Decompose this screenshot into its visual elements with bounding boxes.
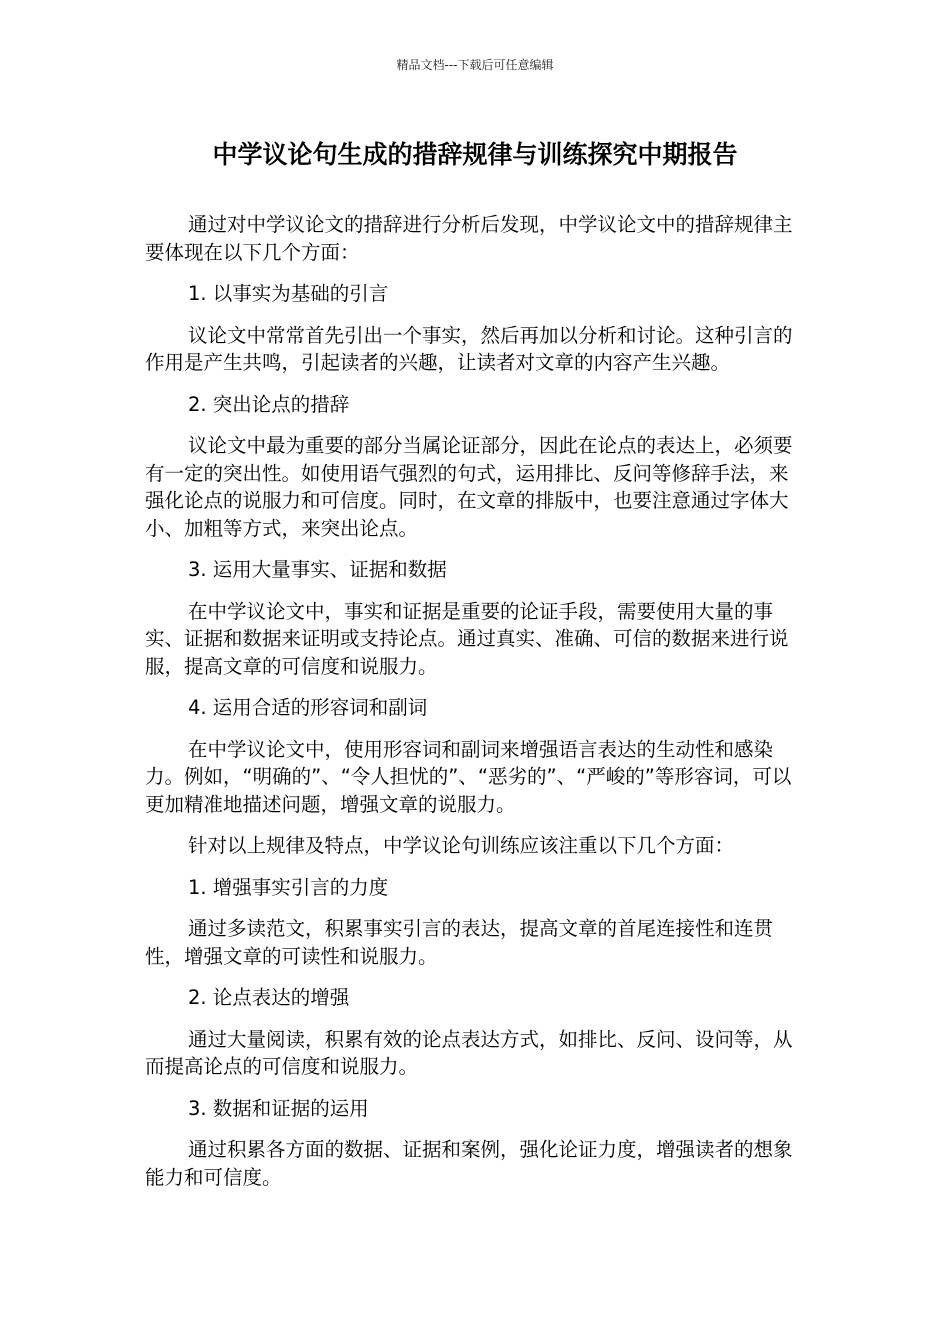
section-heading: 2. 论点表达的增强 [188,986,350,1009]
body-paragraph: 在中学议论文中，使用形容词和副词来增强语言表达的生动性和感染力。例如，“明确的”、“令人担忧的”、“恶劣的”、“严峻的”等形容词，可以更加精准地描述问题，增强文章的说服力。 [145,737,792,816]
section-heading: 2. 突出论点的措辞 [188,392,350,416]
section-heading: 3. 运用大量事实、证据和数据 [188,558,447,581]
intro-paragraph: 通过对中学议论文的措辞进行分析后发现，中学议论文中的措辞规律主要体现在以下几个方面： [145,213,793,264]
body-paragraph: 议论文中常常首先引出一个事实，然后再加以分析和讨论。这种引言的作用是产生共鸣，引起读者的兴趣，让读者对文章的内容产生兴趣。 [145,323,793,374]
section-heading: 1. 以事实为基础的引言 [188,282,389,305]
body-paragraph: 通过多读范文，积累事实引言的表达，提高文章的首尾连接性和连贯性，增强文章的可读性和说服力。 [145,917,774,968]
document-title: 中学议论句生成的措辞规律与训练探究中期报告 [212,140,738,169]
body-paragraph: 议论文中最为重要的部分当属论证部分，因此在论点的表达上，必须要有一定的突出性。如使用语气强烈的句式，运用排比、反问等修辞手法，来强化论点的说服力和可信度。同时，在文章的排版中，也要注意通过字体大小、加粗等方式，来突出论点。 [145,434,793,540]
body-paragraph: 通过积累各方面的数据、证据和案例，强化论证力度，增强读者的想象能力和可信度。 [145,1138,793,1189]
section-heading: 1. 增强事实引言的力度 [188,875,389,899]
section-heading: 4. 运用合适的形容词和副词 [188,696,428,719]
header-note: 精品文档---下载后可任意编辑 [396,58,554,72]
body-paragraph: 在中学议论文中，事实和证据是重要的论证手段，需要使用大量的事实、证据和数据来证明或支持论点。通过真实、准确、可信的数据来进行说服，提高文章的可信度和说服力。 [145,599,789,678]
document-body [145,211,800,1205]
transition-paragraph: 针对以上规律及特点，中学议论句训练应该注重以下几个方面： [188,834,735,857]
section-heading: 3. 数据和证据的运用 [188,1096,369,1120]
body-paragraph: 通过大量阅读，积累有效的论点表达方式，如排比、反问、设问等，从而提高论点的可信度和说服力。 [145,1027,793,1078]
